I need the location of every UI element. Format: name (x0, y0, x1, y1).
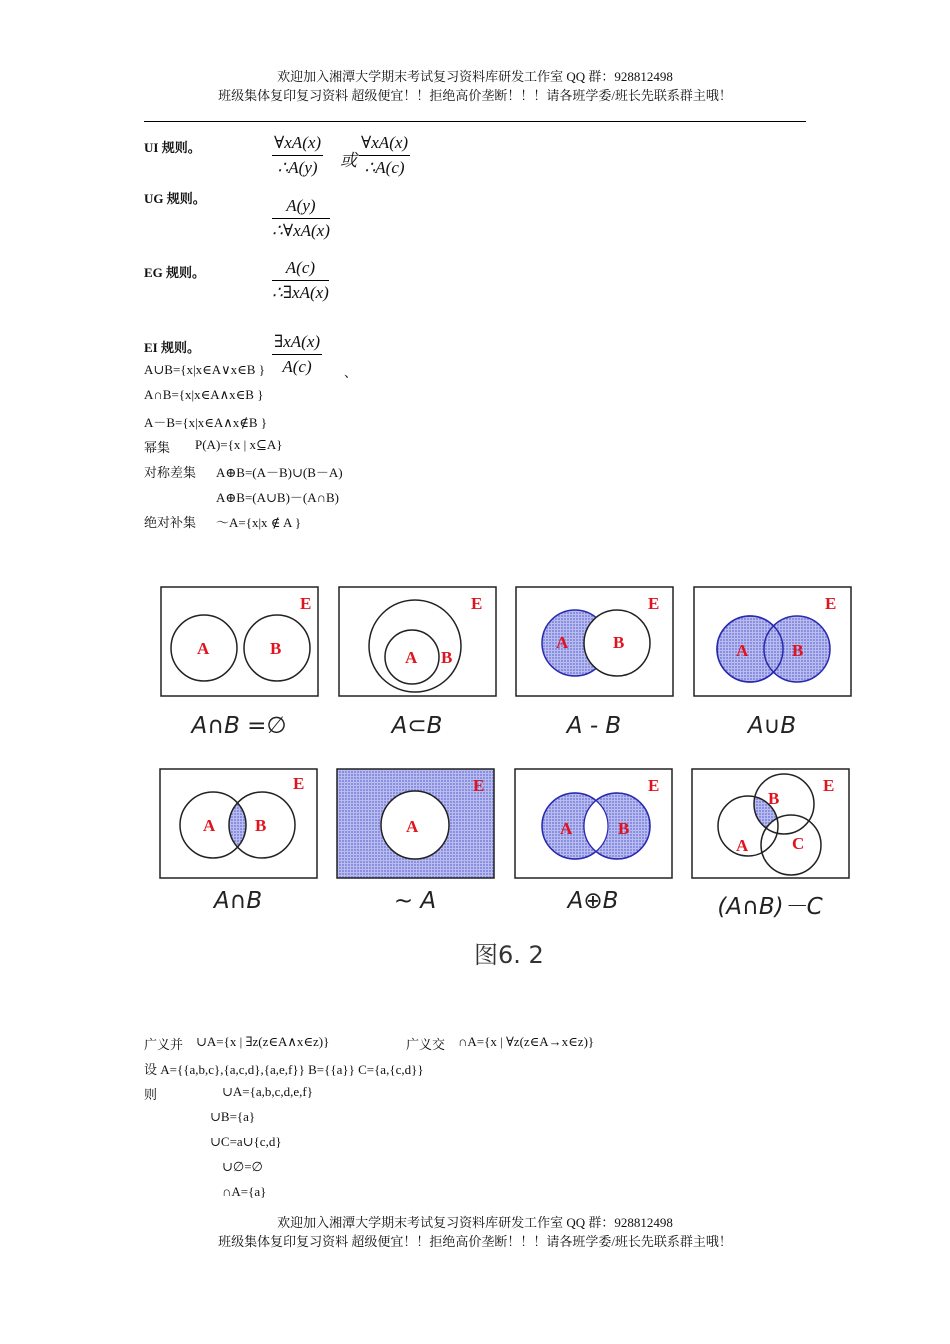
label-e: E (471, 594, 483, 613)
result-union-b: ∪B={a} (210, 1109, 256, 1124)
venn-difference (516, 587, 673, 696)
label-b: B (270, 639, 282, 658)
ug-denominator: ∴∀xA(x) (272, 221, 330, 240)
label-e: E (825, 594, 837, 613)
ug-numerator: A(y) (272, 196, 330, 219)
label-a: A (203, 816, 216, 835)
result-union-empty: ∪∅=∅ (222, 1159, 263, 1174)
symdiff-label: 对称差集 (144, 465, 197, 480)
union-def: A∪B={x|x∈A∨x∈B } (144, 362, 265, 377)
ei-denominator: A(c) (282, 357, 312, 376)
label-e: E (473, 776, 485, 795)
gen-union-def: ∪A={x | ∃z(z∈A∧x∈z)} (196, 1034, 330, 1049)
label-a: A (197, 639, 210, 658)
gen-inter-def: ∩A={x | ∀z(z∈A→x∈z)} (458, 1034, 595, 1049)
venn-complement (337, 769, 494, 878)
label-a: A (556, 633, 569, 652)
venn-symmetric-difference (515, 769, 672, 878)
ei-numerator: ∃xA(x) (272, 332, 322, 355)
label-intersection-minus-c: (A∩B)－C (717, 894, 823, 920)
ei-rule-label: EI 规则。 (144, 340, 200, 355)
label-symdiff: A⊕B (567, 888, 619, 914)
eg-numerator: A(c) (272, 258, 329, 281)
label-b: B (255, 816, 267, 835)
intersection-def: A∩B={x|x∈A∧x∈B } (144, 387, 264, 402)
ui-f1-numerator: ∀xA(x) (272, 133, 323, 156)
label-a: A (736, 641, 749, 660)
label-a: A (405, 648, 418, 667)
header-line-1: 欢迎加入湘潭大学期末考试复习资料库研发工作室 QQ 群：928812498 (277, 69, 673, 84)
venn-disjoint (161, 587, 318, 696)
label-a: A (406, 817, 419, 836)
venn-union (694, 587, 851, 696)
result-union-c: ∪C=a∪{c,d} (210, 1134, 282, 1149)
power-set-def: P(A)={x | x⊆A} (195, 437, 283, 452)
label-b: B (613, 633, 625, 652)
eg-rule-label: EG 规则。 (144, 265, 206, 280)
label-e: E (648, 776, 660, 795)
label-intersection: A∩B (213, 888, 263, 914)
label-b: B (441, 648, 453, 667)
label-b: B (792, 641, 804, 660)
symdiff-def-2: A⊕B=(A∪B)－(A∩B) (216, 490, 339, 505)
ui-f2-numerator: ∀xA(x) (359, 133, 410, 156)
label-e: E (300, 594, 312, 613)
figure-caption: 图6. 2 (474, 941, 544, 969)
ui-or-word: 或 (340, 151, 357, 170)
header-line-2: 班级集体复印复习资料 超级便宜！！拒绝高价垄断！！！请各班学委/班长先联系群主哦！ (218, 88, 732, 103)
result-union-a: ∪A={a,b,c,d,e,f} (222, 1084, 313, 1099)
label-b: B (618, 819, 630, 838)
complement-label: 绝对补集 (144, 515, 197, 530)
gen-inter-label: 广义交 (406, 1037, 446, 1052)
label-subset: A⊂B (391, 713, 443, 739)
footer-line-1: 欢迎加入湘潭大学期末考试复习资料库研发工作室 QQ 群：928812498 (277, 1215, 673, 1230)
venn-subset (339, 587, 496, 696)
power-set-label: 幂集 (144, 440, 171, 455)
eg-denominator: ∴∃xA(x) (272, 283, 329, 302)
difference-def: A－B={x|x∈A∧x∉B } (144, 415, 268, 430)
label-c: C (792, 834, 805, 853)
label-e: E (648, 594, 660, 613)
label-a: A (560, 819, 573, 838)
symdiff-def-1: A⊕B=(A－B)∪(B－A) (216, 465, 343, 480)
ui-rule-label: UI 规则。 (144, 140, 201, 155)
label-difference: A - B (566, 713, 622, 739)
label-disjoint: A∩B =∅ (191, 713, 287, 739)
complement-def: ～A={x|x ∉ A } (216, 515, 302, 530)
ug-rule-label: UG 规则。 (144, 191, 206, 206)
label-b: B (768, 789, 780, 808)
example-given: 设 A={{a,b,c},{a,c,d},{a,e,f}} B={{a}} C={a,{c,d}} (144, 1062, 424, 1077)
venn-intersection (160, 769, 317, 878)
footer-line-2: 班级集体复印复习资料 超级便宜！！拒绝高价垄断！！！请各班学委/班长先联系群主哦！ (218, 1234, 732, 1249)
result-inter-a: ∩A={a} (222, 1184, 267, 1199)
then-label: 则 (144, 1087, 158, 1102)
label-union: A∪B (747, 713, 797, 739)
ui-f1-denominator: ∴A(y) (277, 158, 318, 177)
gen-union-label: 广义并 (144, 1037, 184, 1052)
ui-f2-denominator: ∴A(c) (364, 158, 405, 177)
label-complement: ~ A (393, 888, 437, 914)
label-e: E (293, 774, 305, 793)
label-a: A (736, 836, 749, 855)
label-e: E (823, 776, 835, 795)
union-def-tail: 、 (344, 365, 358, 380)
venn-intersection-minus-c (692, 769, 849, 878)
